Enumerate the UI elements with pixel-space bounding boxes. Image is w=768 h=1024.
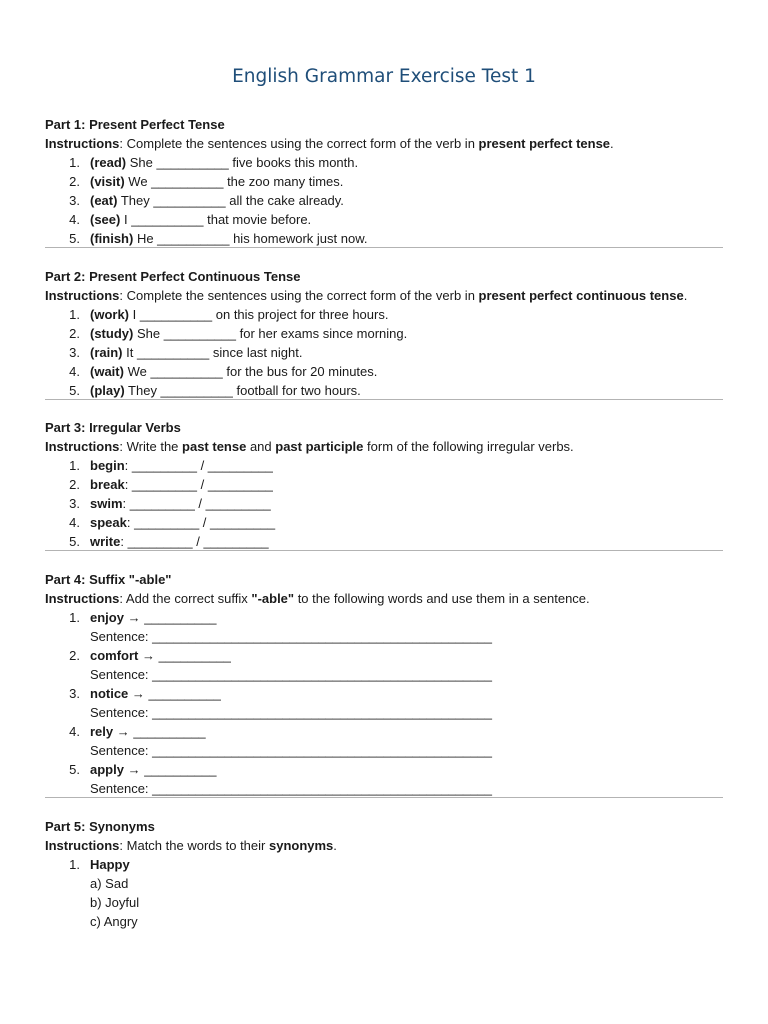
part-1-instructions (45, 134, 723, 153)
instructions-emphasis: past participle (275, 439, 364, 454)
instructions-label: Instructions (45, 838, 120, 853)
item-verb: (finish) (90, 231, 134, 246)
item-text: He __________ his homework just now. (133, 231, 368, 246)
list-item (45, 305, 723, 324)
instructions-label: Instructions (45, 591, 120, 606)
part-4-instructions (45, 589, 723, 608)
instructions-text: : Write the (119, 439, 183, 454)
item-number: 2. (69, 174, 80, 189)
list-item (45, 191, 723, 210)
list-item (45, 456, 723, 475)
instructions-label: Instructions (45, 288, 120, 303)
list-item (45, 494, 723, 513)
instructions-text: to the following words and use them in a sentence. (294, 591, 590, 606)
list-item (45, 153, 723, 172)
item-text: They __________ football for two hours. (124, 383, 361, 398)
item-text: : _________ / _________ (122, 496, 271, 511)
item-number: 4. (69, 515, 80, 530)
part-1-section (45, 115, 723, 248)
item-verb: begin (90, 458, 125, 473)
part-4-section (45, 570, 723, 798)
option-b: b) Joyful (90, 895, 140, 910)
item-text: We __________ the zoo many times. (124, 174, 344, 189)
item-text: She __________ five books this month. (126, 155, 359, 170)
item-verb: (work) (90, 307, 129, 322)
list-item (45, 172, 723, 191)
instructions-end: . (683, 288, 688, 303)
item-word: apply (90, 762, 124, 777)
item-number: 1. (69, 155, 80, 170)
item-number: 5. (69, 383, 80, 398)
item-text: → __________ (123, 610, 217, 625)
item-number: 4. (69, 724, 80, 739)
sentence-line: Sentence: _______________________________________________ (90, 629, 492, 644)
item-verb: (wait) (90, 364, 124, 379)
part-4-heading: Part 4: Suffix "-able" (45, 572, 172, 587)
item-word: notice (90, 686, 129, 701)
item-text: She __________ for her exams since morning. (133, 326, 408, 341)
item-word: Happy (90, 857, 130, 872)
part-1-heading: Part 1: Present Perfect Tense (45, 117, 225, 132)
item-word: enjoy (90, 610, 124, 625)
item-verb: (eat) (90, 193, 118, 208)
item-text: : _________ / _________ (124, 477, 273, 492)
item-text: I __________ on this project for three hours. (129, 307, 389, 322)
item-text: They __________ all the cake already. (117, 193, 344, 208)
item-number: 2. (69, 477, 80, 492)
instructions-text: . (333, 838, 337, 853)
part-3-heading: Part 3: Irregular Verbs (45, 420, 181, 435)
item-word: rely (90, 724, 114, 739)
item-number: 4. (69, 212, 80, 227)
instructions-text: : Add the correct suffix (119, 591, 252, 606)
item-number: 2. (69, 648, 80, 663)
item-text: It __________ since last night. (122, 345, 303, 360)
part-1-list (45, 153, 723, 248)
sentence-line: Sentence: _______________________________________________ (90, 705, 492, 720)
item-text: → __________ (128, 686, 221, 701)
list-item (45, 684, 723, 703)
instructions-text: : Complete the sentences using the correct form of the verb in (119, 288, 479, 303)
sentence-line: Sentence: _______________________________________________ (90, 667, 492, 682)
item-number: 1. (69, 307, 80, 322)
list-item (45, 324, 723, 343)
list-item (45, 381, 723, 400)
item-text: I __________ that movie before. (120, 212, 312, 227)
item-verb: (read) (90, 155, 127, 170)
part-3-instructions (45, 437, 723, 456)
instructions-emphasis: present perfect continuous tense (478, 288, 684, 303)
item-verb: break (90, 477, 125, 492)
list-item (45, 760, 723, 779)
list-item (45, 722, 723, 741)
item-verb: (rain) (90, 345, 123, 360)
part-5-section (45, 817, 723, 937)
item-number: 5. (69, 231, 80, 246)
instructions-text: : Complete the sentences using the correct form of the verb in (119, 136, 479, 151)
part-5-heading: Part 5: Synonyms (45, 819, 155, 834)
instructions-emphasis: past tense (182, 439, 247, 454)
list-item (45, 855, 723, 874)
item-number: 1. (69, 458, 80, 473)
list-item (45, 532, 723, 551)
item-number: 3. (69, 496, 80, 511)
instructions-text: and (246, 439, 276, 454)
instructions-emphasis: synonyms (268, 838, 334, 853)
item-number: 5. (69, 762, 80, 777)
option-a: a) Sad (90, 876, 129, 891)
list-item (45, 475, 723, 494)
part-2-list (45, 305, 723, 400)
item-verb: (study) (90, 326, 134, 341)
list-item (45, 513, 723, 532)
item-number: 1. (69, 610, 80, 625)
part-4-list (45, 608, 723, 798)
item-text: : _________ / _________ (124, 458, 273, 473)
instructions-text: : Match the words to their (119, 838, 269, 853)
item-number: 1. (69, 857, 80, 872)
list-item (45, 362, 723, 381)
instructions-emphasis: present perfect tense (478, 136, 611, 151)
part-2-heading: Part 2: Present Perfect Continuous Tense (45, 269, 301, 284)
item-number: 5. (69, 534, 80, 549)
part-2-instructions (45, 286, 723, 305)
instructions-end: . (610, 136, 614, 151)
item-word: comfort (90, 648, 139, 663)
part-5-list (45, 855, 723, 931)
page-title: English Grammar Exercise Test 1 (232, 66, 536, 87)
list-item (45, 210, 723, 229)
list-item (45, 646, 723, 665)
sentence-line: Sentence: _______________________________________________ (90, 781, 492, 796)
list-item (45, 343, 723, 362)
item-number: 3. (69, 193, 80, 208)
part-3-list (45, 456, 723, 551)
item-number: 4. (69, 364, 80, 379)
option-c: c) Angry (90, 914, 138, 929)
item-verb: (visit) (90, 174, 125, 189)
instructions-emphasis: "-able" (251, 591, 295, 606)
item-verb: write (90, 534, 121, 549)
item-verb: (play) (90, 383, 125, 398)
item-number: 3. (69, 686, 80, 701)
part-2-section (45, 267, 723, 400)
instructions-label: Instructions (45, 439, 120, 454)
list-item (45, 608, 723, 627)
item-verb: speak (90, 515, 127, 530)
item-text: : _________ / _________ (120, 534, 269, 549)
instructions-label: Instructions (45, 136, 120, 151)
sentence-line: Sentence: _______________________________________________ (90, 743, 492, 758)
instructions-text: form of the following irregular verbs. (363, 439, 574, 454)
item-number: 3. (69, 345, 80, 360)
item-text: : _________ / _________ (126, 515, 276, 530)
part-5-instructions (45, 836, 723, 855)
item-text: → __________ (113, 724, 206, 739)
item-text: → __________ (138, 648, 231, 663)
item-text: → __________ (123, 762, 217, 777)
item-verb: swim (90, 496, 123, 511)
list-item (45, 229, 723, 248)
item-number: 2. (69, 326, 80, 341)
item-verb: (see) (90, 212, 121, 227)
part-3-section (45, 418, 723, 551)
item-text: We __________ for the bus for 20 minutes. (123, 364, 378, 379)
